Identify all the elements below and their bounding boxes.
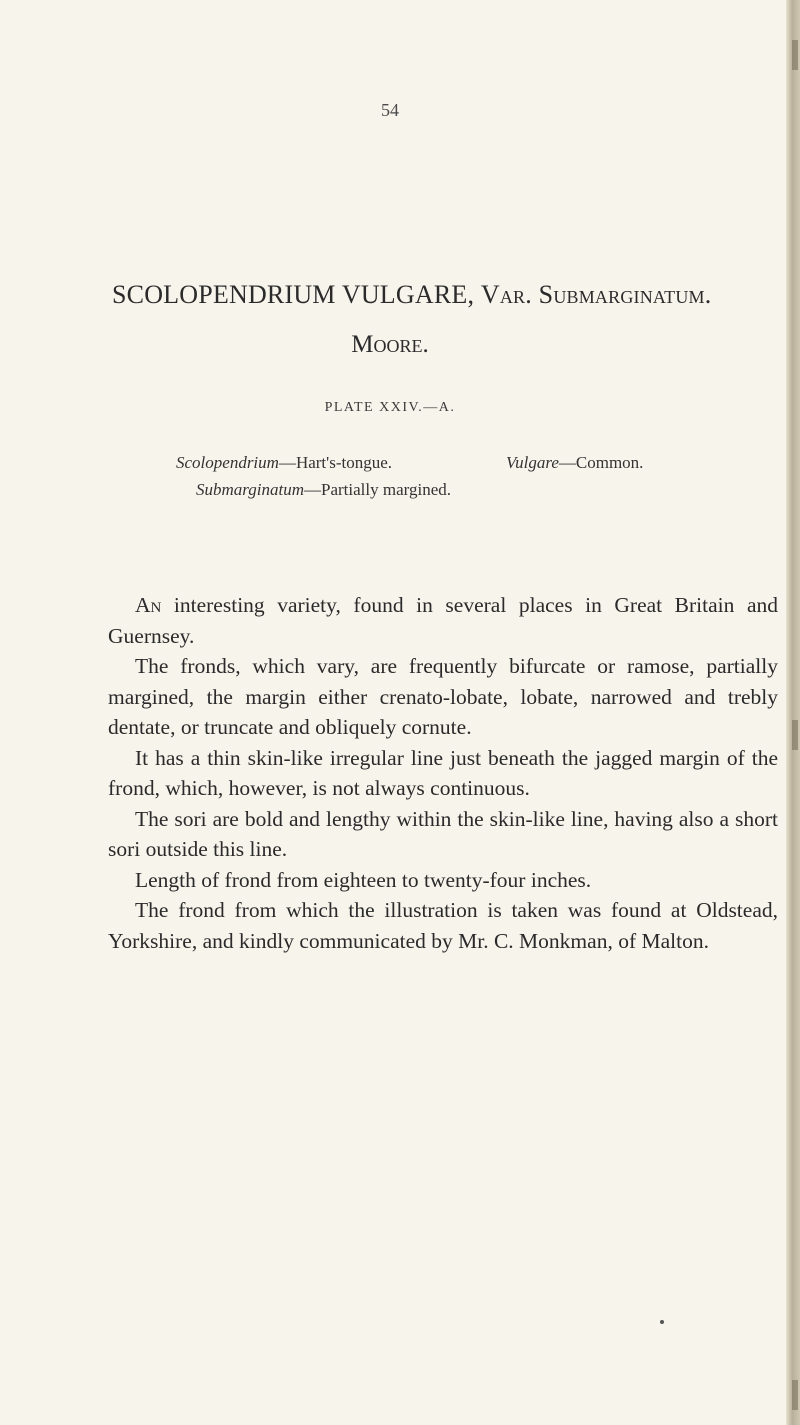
- glossary-definition: —Partially margined.: [304, 480, 451, 499]
- glossary-entry: [506, 453, 643, 473]
- page-title: [112, 280, 772, 310]
- plate-label: PLATE XXIV.—A.: [324, 400, 456, 415]
- glossary-definition: —Common.: [558, 453, 644, 472]
- page-edge-shadow: [786, 0, 800, 1425]
- paragraph: The sori are bold and lengthy within the skin-like line, having also a short sori outside this line.: [108, 806, 778, 861]
- title-main: SCOLOPENDRIUM VULGARE,: [112, 280, 475, 309]
- edge-mark: [792, 720, 798, 750]
- glossary-term: Vulgare: [506, 453, 559, 472]
- glossary-term: Submarginatum: [196, 480, 304, 499]
- paragraph-lead: An: [135, 593, 162, 617]
- paragraph-text: interesting variety, found in several places in Great Britain and Guernsey.: [108, 593, 778, 648]
- edge-mark: [792, 40, 798, 70]
- glossary-term: Scolopendrium: [176, 453, 279, 472]
- paragraph: The fronds, which vary, are frequently bifurcate or ramose, partially margined, the margin either crenato-lobate, lobate, narrowed and trebly dentate, or truncate and obliquely cornute.: [108, 654, 778, 739]
- description-text: [108, 590, 778, 956]
- edge-mark: [792, 1380, 798, 1410]
- glossary-entry: [196, 480, 451, 500]
- title-variety: Var. Submarginatum.: [480, 280, 712, 309]
- paragraph: Length of frond from eighteen to twenty-four inches.: [135, 867, 592, 892]
- glossary-entry: [176, 453, 392, 473]
- author-name: Moore.: [351, 331, 429, 358]
- ink-speck: [660, 1320, 664, 1324]
- paragraph: It has a thin skin-like irregular line just beneath the jagged margin of the frond, which, however, is not always continuous.: [108, 745, 778, 800]
- page-number: 54: [381, 100, 399, 120]
- paragraph: The frond from which the illustration is taken was found at Oldstead, Yorkshire, and kindly communicated by Mr. C. Monkman, of Malton.: [108, 898, 778, 953]
- paragraph: [108, 590, 778, 651]
- glossary-definition: —Hart's-tongue.: [278, 453, 393, 472]
